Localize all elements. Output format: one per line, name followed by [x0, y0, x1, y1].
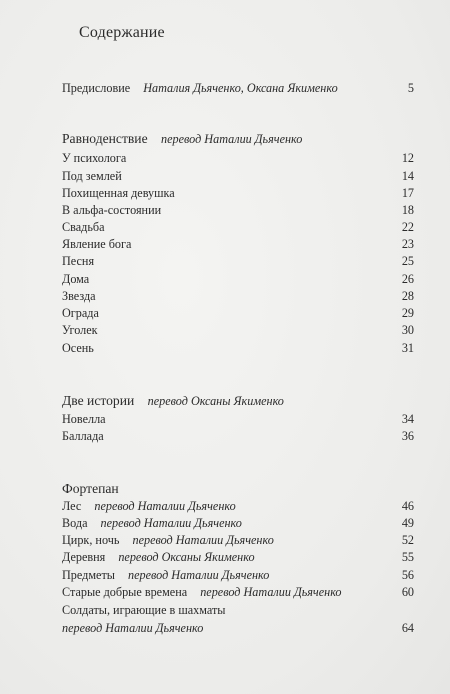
- entry-title: Песня: [62, 254, 95, 268]
- toc-entry: [62, 218, 414, 236]
- toc-entry: [62, 427, 414, 445]
- toc-entry: [62, 252, 414, 270]
- entry-title: Явление бога: [62, 237, 132, 251]
- page-number: 25: [401, 254, 414, 268]
- toc-entry: [62, 201, 414, 219]
- entry-title: Свадьба: [62, 220, 105, 234]
- entry-title: Под землей: [62, 169, 122, 183]
- page-number: 31: [401, 341, 414, 355]
- page-number: 12: [401, 151, 414, 165]
- page-number: 29: [401, 306, 414, 320]
- entry-title: Деревня: [62, 550, 106, 564]
- page-number: 14: [401, 169, 414, 183]
- page-number: 52: [401, 533, 414, 547]
- entry-title: Солдаты, играющие в шахматы: [62, 603, 226, 617]
- page-number: 18: [401, 203, 414, 217]
- toc-entry: [62, 339, 414, 357]
- toc-entry: [62, 566, 414, 584]
- page-number: 26: [401, 272, 414, 286]
- section-heading: [62, 479, 119, 499]
- section-title: Фортепан: [62, 481, 119, 496]
- page-number: 60: [401, 585, 414, 599]
- entry-title: Цирк, ночь: [62, 533, 120, 547]
- entry-title: Дома: [62, 272, 90, 286]
- section-translator: перевод Наталии Дьяченко: [161, 132, 303, 146]
- entry-title: Старые добрые времена: [62, 585, 188, 599]
- entry-title: В альфа-состоянии: [62, 203, 162, 217]
- page-number: 49: [401, 516, 414, 530]
- toc-entry: [62, 583, 414, 601]
- section-title: Две истории: [62, 393, 135, 408]
- entry-title: Вода: [62, 516, 88, 530]
- page-number: 17: [401, 186, 414, 200]
- toc-entry: [62, 497, 414, 515]
- entry-translator: перевод Наталии Дьяченко: [62, 621, 204, 635]
- entry-title: У психолога: [62, 151, 127, 165]
- entry-translator: перевод Наталии Дьяченко: [128, 568, 270, 582]
- page-number: 46: [401, 499, 414, 513]
- entry-translator: перевод Оксаны Якименко: [118, 550, 255, 564]
- page-title: Содержание: [79, 24, 165, 41]
- section-translator: перевод Оксаны Якименко: [147, 394, 284, 408]
- section-heading: [62, 129, 302, 149]
- page-number: 55: [401, 550, 414, 564]
- entry-title: Осень: [62, 341, 94, 355]
- entry-translator: перевод Наталии Дьяченко: [200, 585, 342, 599]
- entry-title: Новелла: [62, 412, 106, 426]
- entry-translator: перевод Наталии Дьяченко: [100, 516, 242, 530]
- toc-entry: [62, 184, 414, 202]
- page-number: 64: [401, 621, 414, 635]
- entry-title: Похищенная девушка: [62, 186, 175, 200]
- section-heading: [62, 391, 284, 411]
- page-number: 34: [401, 412, 414, 426]
- toc-entry: [62, 514, 414, 532]
- toc-entry: [62, 270, 414, 288]
- page-number: 30: [401, 323, 414, 337]
- page-number: 28: [401, 289, 414, 303]
- toc-entry: [62, 531, 414, 549]
- toc-entry: [62, 304, 414, 322]
- entry-title: Ограда: [62, 306, 99, 320]
- section-title: Равноденствие: [62, 131, 148, 146]
- entry-title: Уголек: [62, 323, 98, 337]
- toc-entry: [62, 167, 414, 185]
- entry-title: Звезда: [62, 289, 96, 303]
- page-number: 5: [407, 81, 414, 95]
- page-number: 22: [401, 220, 414, 234]
- toc-entry: [62, 548, 414, 566]
- entry-translator: перевод Наталии Дьяченко: [132, 533, 274, 547]
- toc-entry-preface: [62, 79, 414, 97]
- page-number: 23: [401, 237, 414, 251]
- preface-label: Предисловие: [62, 81, 131, 95]
- entry-title: Предметы: [62, 568, 115, 582]
- toc-entry: [62, 601, 414, 619]
- toc-entry: [62, 287, 414, 305]
- preface-authors: Наталия Дьяченко, Оксана Якименко: [143, 81, 338, 95]
- toc-entry: [62, 410, 414, 428]
- page-number: 56: [401, 568, 414, 582]
- toc-entry: [62, 619, 414, 637]
- entry-title: Баллада: [62, 429, 104, 443]
- toc-entry: [62, 235, 414, 253]
- toc-entry: [62, 149, 414, 167]
- page-number: 36: [401, 429, 414, 443]
- entry-title: Лес: [62, 499, 82, 513]
- entry-translator: перевод Наталии Дьяченко: [94, 499, 236, 513]
- toc-entry: [62, 321, 414, 339]
